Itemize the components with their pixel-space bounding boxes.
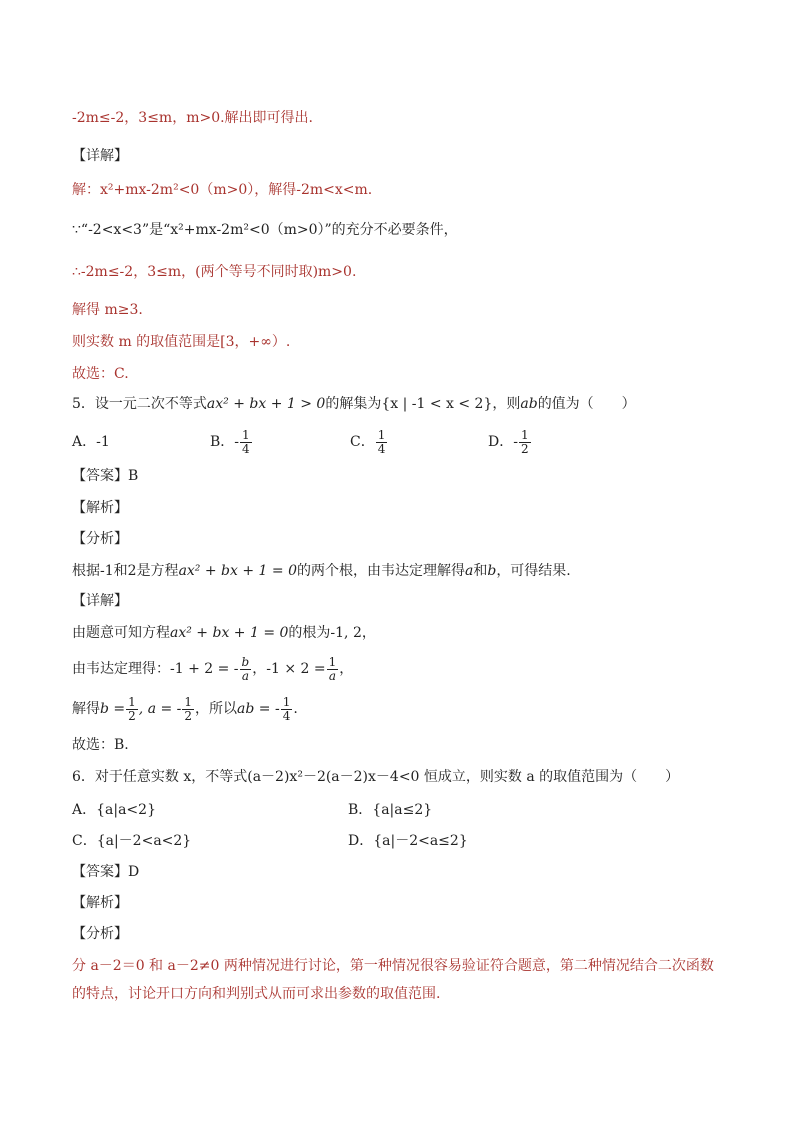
option-d <box>488 424 532 460</box>
denominator: 2 <box>520 441 529 456</box>
denominator: 4 <box>242 441 250 456</box>
option-label: B． <box>210 434 235 450</box>
numerator: 1 <box>282 694 291 709</box>
fraction <box>327 656 339 683</box>
text-line: 故选：C. <box>72 366 129 382</box>
detail-line-2 <box>72 652 353 686</box>
stem-text: 的解集为 <box>325 396 382 412</box>
option-a <box>72 432 110 452</box>
stem-text: 的值为（ ） <box>537 396 636 412</box>
text: ， <box>361 625 376 641</box>
text-line: 故选：B. <box>72 737 129 753</box>
equation: ax² + bx + 1 = 0 <box>178 563 297 579</box>
option-label: A． <box>72 434 97 450</box>
text: . <box>293 701 298 717</box>
text-line: 解：x²+mx-2m²<0（m>0），解得-2m<x<m. <box>72 182 373 198</box>
text: 根据 <box>72 563 100 579</box>
solution-set: {x | -1 < x < 2} <box>381 396 493 412</box>
fraction <box>240 429 252 456</box>
var-b: b <box>487 563 497 579</box>
fraction <box>376 429 388 456</box>
option-b: B．{a|a≤2} <box>348 802 433 818</box>
denominator: a <box>241 668 249 683</box>
text: 的根为 <box>288 625 331 641</box>
detail-line-3 <box>72 692 298 726</box>
minus-sign: - <box>234 434 240 450</box>
ab-var: ab <box>520 396 538 412</box>
sum-expr: -1 + 2 = - <box>170 661 239 677</box>
option-a: A．{a|a<2} <box>72 802 156 818</box>
a-expr: , a = - <box>138 701 182 717</box>
numerator: 1 <box>377 427 386 442</box>
text: 是方程 <box>136 563 179 579</box>
text: ， <box>339 661 354 677</box>
text: 的两个根，由韦达定理解得 <box>296 563 465 579</box>
section-heading: 【分析】 <box>72 926 128 942</box>
option-c: C．{a|－2<a<2} <box>72 833 192 849</box>
analysis-text <box>72 561 571 581</box>
text: ，所以 <box>195 701 238 717</box>
question-5-stem <box>72 394 636 414</box>
text: 和 <box>473 563 488 579</box>
denominator: a <box>328 668 336 683</box>
option-d: D．{a|－2<a≤2} <box>348 833 468 849</box>
section-heading: 【详解】 <box>72 593 128 609</box>
question-6-stem: 6．对于任意实数 x，不等式(a－2)x²－2(a－2)x－4<0 恒成立，则实数 a 的取值范围为（ ） <box>72 769 680 785</box>
denominator: 4 <box>282 708 291 723</box>
text: ， <box>252 661 267 677</box>
text: ，可得结果. <box>496 563 571 579</box>
equation: ax² + bx + 1 = 0 <box>170 625 289 641</box>
section-heading: 【解析】 <box>72 895 128 911</box>
fraction <box>182 696 194 723</box>
inequality-expr: ax² + bx + 1 > 0 <box>206 396 326 412</box>
option-b <box>210 424 253 460</box>
denominator: 4 <box>377 441 386 456</box>
fraction <box>240 656 252 683</box>
text: 由韦达定理得： <box>72 661 170 677</box>
section-heading: 【分析】 <box>72 531 128 547</box>
detail-line-1 <box>72 623 376 643</box>
numerator: b <box>241 654 250 669</box>
ab-expr: ab = - <box>237 701 280 717</box>
numerator: 1 <box>242 427 250 442</box>
numerator: 1 <box>328 654 337 669</box>
text: 由题意可知方程 <box>72 625 170 641</box>
option-c <box>350 424 388 460</box>
option-label: D． <box>488 434 514 450</box>
numerator: 1 <box>128 694 136 709</box>
fraction <box>519 429 531 456</box>
fraction <box>126 696 138 723</box>
section-heading: 【解析】 <box>72 500 128 516</box>
fraction <box>281 696 293 723</box>
b-expr: b = <box>100 701 126 717</box>
text-line: ∵“-2<x<3”是“x²+mx-2m²<0（m>0）”的充分不必要条件， <box>72 222 458 238</box>
stem-text: ，则 <box>492 396 521 412</box>
numerator: 1 <box>520 427 529 442</box>
var-a: a <box>464 563 474 579</box>
denominator: 2 <box>128 708 136 723</box>
text-line: -2m≤-2，3≤m，m>0.解出即可得出. <box>72 110 314 126</box>
denominator: 2 <box>184 708 193 723</box>
section-heading: 【详解】 <box>72 148 128 164</box>
text-line: 解得 m≥3. <box>72 302 143 318</box>
text-line: 则实数 m 的取值范围是[3，+∞）. <box>72 334 291 350</box>
text: 解得 <box>72 701 100 717</box>
product-expr: -1 × 2 = <box>266 661 326 677</box>
text-line: ∴-2m≤-2，3≤m，(两个等号不同时取)m>0. <box>72 264 357 280</box>
numerator: 1 <box>184 694 193 709</box>
minus-sign: - <box>513 434 518 450</box>
root: 2 <box>127 563 137 579</box>
answer-label: 【答案】B <box>72 468 139 484</box>
option-label: C． <box>350 434 375 450</box>
text: 和 <box>113 563 128 579</box>
analysis-paragraph: 分 a－2＝0 和 a－2≠0 两种情况进行讨论，第一种情况很容易验证符合题意，第二种情况结合二次函数的特点，讨论开口方向和判别式从而可求出参数的取值范围. <box>72 958 714 1002</box>
answer-label: 【答案】D <box>72 864 140 880</box>
option-value: -1 <box>96 434 110 450</box>
roots: -1, 2 <box>330 625 362 641</box>
root: -1 <box>100 563 114 579</box>
stem-text: 5．设一元二次不等式 <box>72 396 207 412</box>
